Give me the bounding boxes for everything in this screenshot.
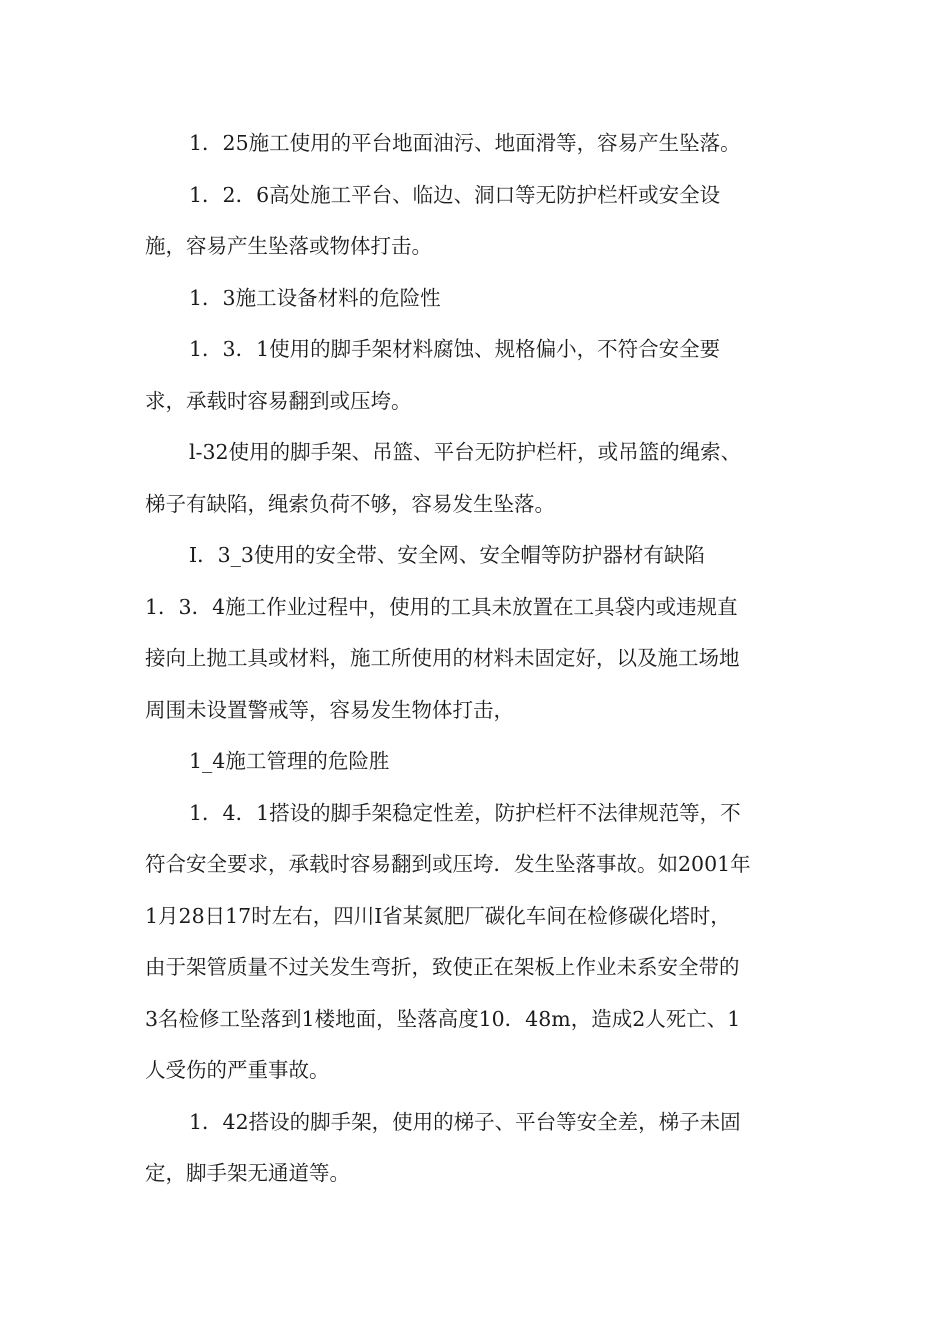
text-line: 1．4．1搭设的脚手架稳定性差，防护栏杆不法律规范等，不 bbox=[189, 800, 741, 825]
text-line: l-32使用的脚手架、吊篮、平台无防护栏杆，或吊篮的绳索、 bbox=[189, 440, 742, 464]
text-line: 人受伤的严重事故。 bbox=[145, 1058, 330, 1082]
paragraph-1-3-1 bbox=[145, 324, 810, 427]
document-body bbox=[145, 118, 810, 1200]
text-line: 施，容易产生坠落或物体打击。 bbox=[145, 234, 432, 258]
paragraph-1-2-6 bbox=[145, 170, 810, 273]
text-line: 1．3施工设备材料的危险性 bbox=[189, 285, 441, 310]
text-line: I．3_3使用的安全带、安全网、安全帽等防护器材有缺陷 bbox=[189, 543, 705, 567]
paragraph-1-3-3 bbox=[145, 530, 810, 582]
text-line: 符合安全要求，承载时容易翻到或压垮．发生坠落事故。如2001年 bbox=[145, 852, 751, 876]
text-line: 由于架管质量不过关发生弯折，致使正在架板上作业未系安全带的 bbox=[145, 955, 740, 979]
paragraph-1-4-2 bbox=[145, 1097, 810, 1200]
text-line: 接向上抛工具或材料，施工所使用的材料未固定好，以及施工场地 bbox=[145, 646, 740, 670]
text-line: 1月28日17时左右，四川I省某氮肥厂碳化车间在检修碳化塔时， bbox=[145, 903, 731, 928]
paragraph-1-3-2 bbox=[145, 427, 810, 530]
text-line: 定，脚手架无通道等。 bbox=[145, 1161, 350, 1185]
text-line: 1．2．6高处施工平台、临边、洞口等无防护栏杆或安全设 bbox=[189, 182, 721, 207]
heading-1-4 bbox=[145, 736, 810, 788]
text-line: 求，承载时容易翻到或压垮。 bbox=[145, 388, 412, 413]
paragraph-1-3-4 bbox=[145, 582, 810, 737]
paragraph-1-4-1 bbox=[145, 788, 810, 1097]
text-line: 1．42搭设的脚手架，使用的梯子、平台等安全差，梯子未固 bbox=[189, 1109, 741, 1134]
text-line: 1．3．4施工作业过程中，使用的工具未放置在工具袋内或违规直 bbox=[145, 594, 738, 619]
text-line: 3名检修工坠落到1楼地面，坠落高度10．48m，造成2人死亡、1 bbox=[145, 1006, 741, 1031]
text-line: 1．3．1使用的脚手架材料腐蚀、规格偏小，不符合安全要 bbox=[189, 337, 721, 361]
text-line: 梯子有缺陷，绳索负荷不够，容易发生坠落。 bbox=[145, 491, 555, 516]
text-line: 1_4施工管理的危险胜 bbox=[189, 749, 390, 773]
text-line: 周围未设置警戒等，容易发生物体打击， bbox=[145, 697, 514, 722]
paragraph-1-2-5 bbox=[145, 118, 810, 170]
heading-1-3 bbox=[145, 273, 810, 325]
text-line: 1．25施工使用的平台地面油污、地面滑等，容易产生坠落。 bbox=[189, 131, 741, 155]
